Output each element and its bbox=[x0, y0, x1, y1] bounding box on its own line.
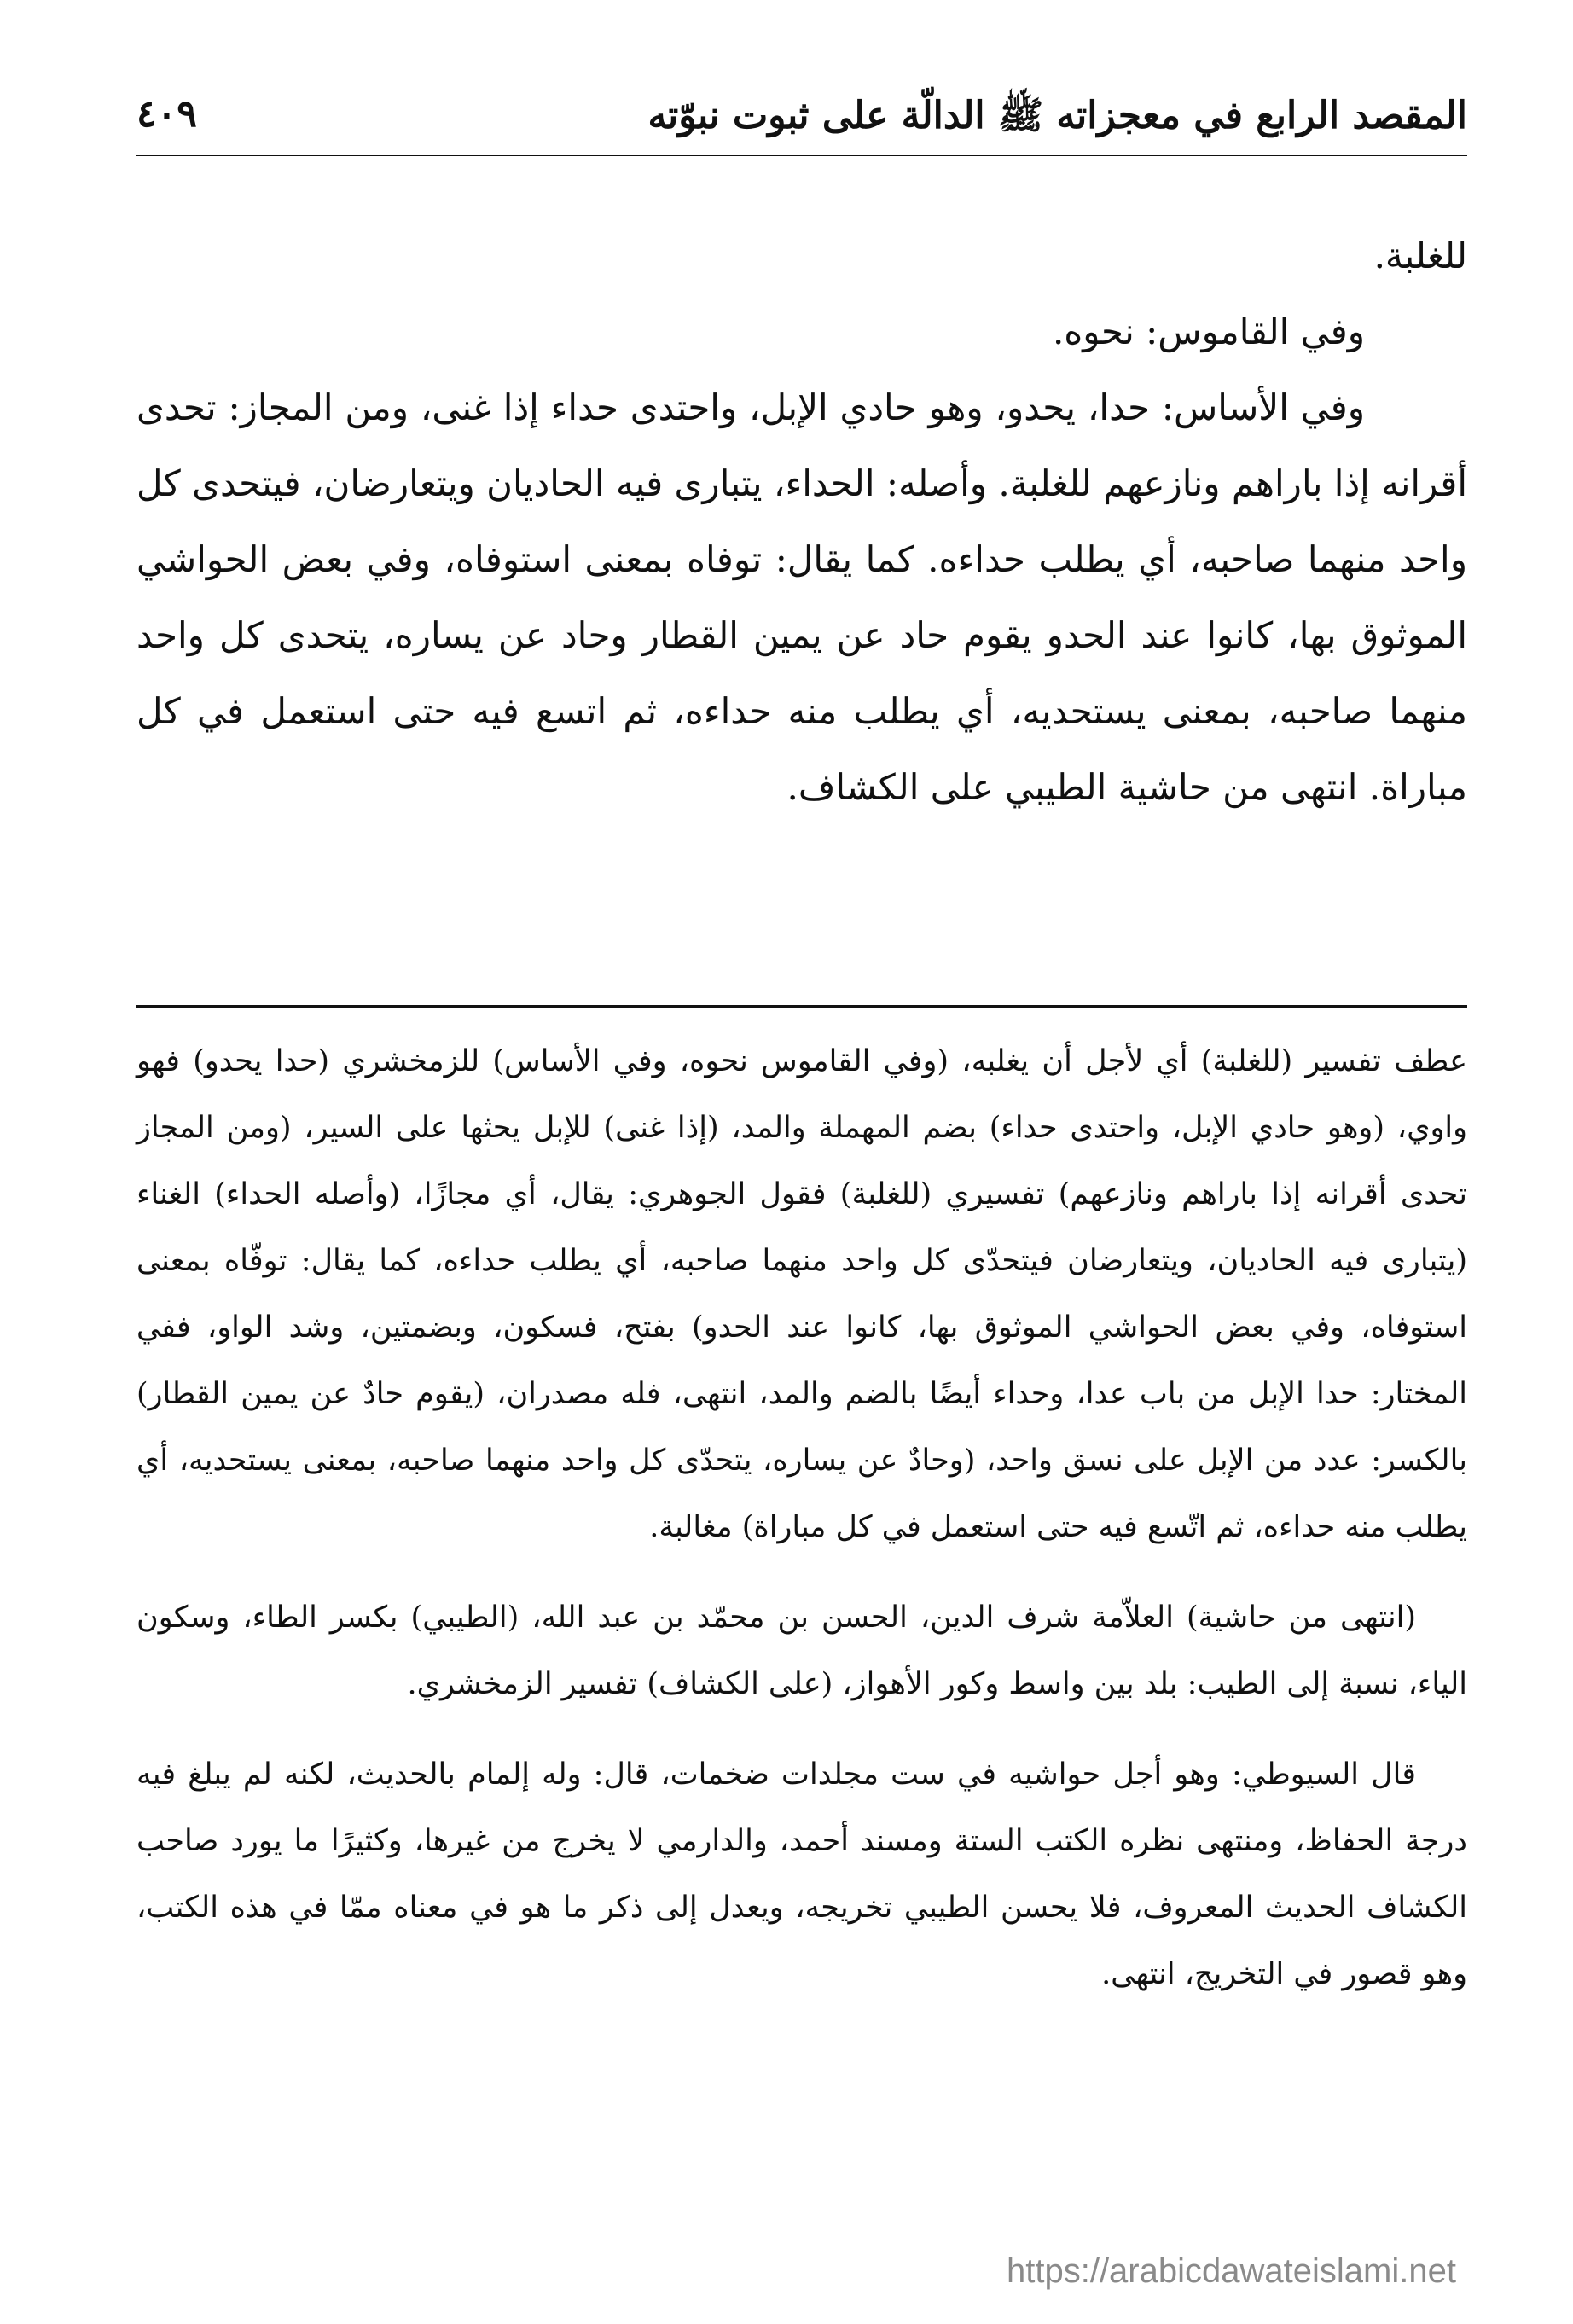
source-watermark: https://arabicdawateislami.net bbox=[1007, 2252, 1456, 2290]
commentary bbox=[136, 1028, 1467, 2031]
commentary-paragraph: قال السيوطي: وهو أجل حواشيه في ست مجلدات ضخمات، قال: وله إلمام بالحديث، لكنه لم يبلغ فيه درجة الحفاظ، ومنتهى نظره الكتب الستة ومسند أحمد، والدارمي لا يخرج من غيرها، وكثيرًا ما يورد صاحب الكشاف الحديث المعروف، فلا يحسن الطيبي تخريجه، ويعدل إلى ذكر ما هو في معناه ممّا في هذه الكتب، وهو قصور في التخريج، انتهى. bbox=[136, 1758, 1467, 1991]
main-paragraph: للغلبة. bbox=[1373, 235, 1467, 276]
chapter-title: المقصد الرابع في معجزاته ﷺ الدالّة على ثبوت نبوّته bbox=[647, 94, 1467, 137]
running-header bbox=[136, 85, 1467, 156]
page-number: ٤٠٩ bbox=[136, 92, 197, 136]
main-paragraph: وفي القاموس: نحوه. bbox=[1052, 311, 1365, 352]
book-page bbox=[136, 77, 1467, 2278]
main-text bbox=[136, 218, 1467, 825]
main-paragraph: وفي الأساس: حدا، يحدو، وهو حادي الإبل، واحتدى حداء إذا غنى، ومن المجاز: تحدى أقرانه إذا باراهم ونازعهم للغلبة. وأصله: الحداء، يتبارى فيه الحاديان ويتعارضان، فيتحدى كل واحد منهما صاحبه، أي يطلب حداءه. كما يقال: توفاه بمعنى استوفاه، وفي بعض الحواشي الموثوق بها، كانوا عند الحدو يقوم حاد عن يمين القطار وحاد عن يساره، يتحدى كل واحد منهما صاحبه، بمعنى يستحديه، أي يطلب منه حداءه، ثم اتسع فيه حتى استعمل في كل مباراة. انتهى من حاشية الطيبي على الكشاف. bbox=[136, 386, 1467, 808]
commentary-paragraph: عطف تفسير (للغلبة) أي لأجل أن يغلبه، (وفي القاموس نحوه، وفي الأساس) للزمخشري (حدا يحدو) فهو واوي، (وهو حادي الإبل، واحتدى حداء) بضم المهملة والمد، (إذا غنى) للإبل يحثها على السير، (ومن المجاز تحدى أقرانه إذا باراهم ونازعهم) تفسيري (للغلبة) فقول الجوهري: يقال، أي مجازًا، (وأصله الحداء) الغناء (يتبارى فيه الحاديان، ويتعارضان فيتحدّى كل واحد منهما صاحبه، أي يطلب حداءه، كما يقال: توفّاه بمعنى استوفاه، وفي بعض الحواشي الموثوق بها، كانوا عند الحدو) بفتح، فسكون، وبضمتين، وشد الواو، ففي المختار: حدا الإبل من باب عدا، وحداء أيضًا بالضم والمد، انتهى، فله مصدران، (يقوم حادٌ عن يمين القطار) بالكسر: عدد من الإبل على نسق واحد، (وحادٌ عن يساره، يتحدّى كل واحد منهما صاحبه، بمعنى يستحديه، أي يطلب منه حداءه، ثم اتّسع فيه حتى استعمل في كل مباراة) مغالبة. bbox=[136, 1044, 1467, 1544]
commentary-paragraph: (انتهى من حاشية) العلاّمة شرف الدين، الحسن بن محمّد بن عبد الله، (الطيبي) بكسر الطاء، وسكون الياء، نسبة إلى الطيب: بلد بين واسط وكور الأهواز، (على الكشاف) تفسير الزمخشري. bbox=[136, 1601, 1467, 1701]
footnote-separator bbox=[136, 1005, 1467, 1008]
